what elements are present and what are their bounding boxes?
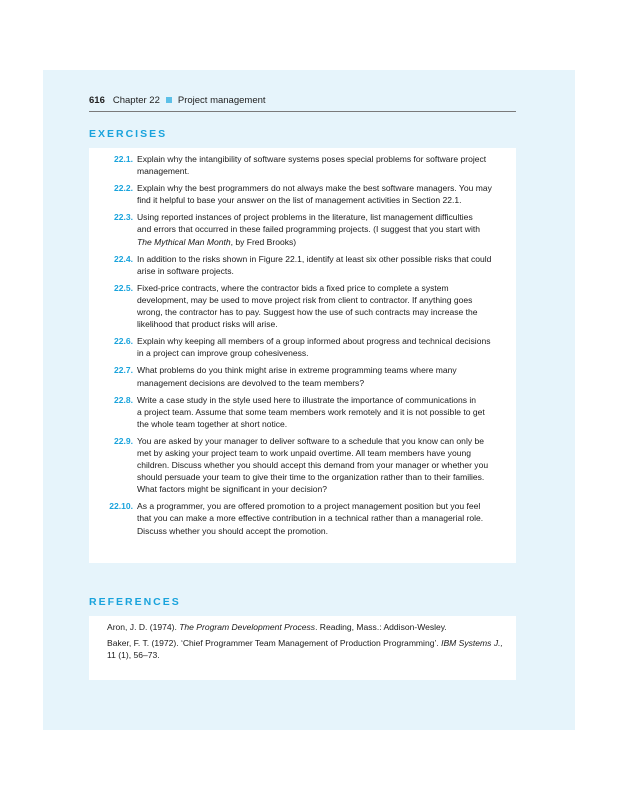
exercise-number: 22.10.: [109, 501, 133, 512]
exercise-item: [89, 182, 519, 206]
exercise-text-line: What factors might be significant in your decision?: [137, 484, 328, 495]
exercise-text-line: wrong, the contractor has to pay. Suggest how the use of such contracts may increase the: [137, 307, 478, 318]
exercise-text-line: Using reported instances of project problems in the literature, list management difficulties: [137, 212, 473, 223]
reference-author: Baker, F. T. (1972). ‘Chief Programmer Team Management of Production Programming’.: [107, 638, 442, 649]
exercise-item: [89, 335, 519, 359]
exercise-text-line: development, may be used to move project risk from client to contractor. If anything goes: [137, 294, 473, 305]
exercise-item: [89, 253, 519, 277]
separator-square-icon: [166, 97, 172, 103]
reference-title: The Program Development Process: [179, 622, 316, 632]
exercise-number: 22.2.: [113, 183, 133, 194]
book-author: , by Fred Brooks): [230, 236, 297, 247]
exercise-text-line: Discuss whether you should accept the promotion.: [137, 525, 328, 536]
exercise-number: 22.9.: [113, 435, 133, 446]
exercise-text-line: that you can make a more effective contribution in a technical rather than a managerial role.: [137, 513, 484, 524]
exercise-text-line: find it helpful to base your answer on the list of management activities in Section 22.1.: [137, 195, 462, 206]
exercise-text-line: a project team. Assume that some team members work remotely and it is not possible to get: [137, 406, 485, 417]
reference-volume: 11 (1), 56–73.: [107, 650, 160, 661]
book-title: The Mythical Man Month: [137, 236, 231, 247]
exercise-number: 22.3.: [113, 212, 133, 223]
exercise-text-line: likelihood that product risks will arise.: [137, 319, 278, 330]
exercise-text-line: What problems do you think might arise in extreme programming teams where many: [137, 365, 457, 376]
exercise-text-line: children. Discuss whether you should accept this demand from your manager or whether you: [137, 460, 489, 471]
exercise-text-line: management decisions are devolved to the team members?: [137, 377, 365, 388]
exercise-text-line: the whole team together at short notice.: [137, 418, 288, 429]
exercise-text-line: arise in software projects.: [137, 265, 234, 276]
exercise-item: [89, 435, 519, 495]
exercise-text-line: management.: [137, 166, 190, 177]
exercise-text-line: Explain why the intangibility of software systems poses special problems for software project: [137, 154, 487, 164]
exercise-number: 22.8.: [113, 394, 133, 405]
exercise-list: [89, 153, 519, 542]
exercise-text-line: Fixed-price contracts, where the contractor bids a fixed price to complete a system: [137, 282, 449, 293]
reference-publisher: . Reading, Mass.: Addison-Wesley.: [315, 622, 447, 632]
exercise-number: 22.1.: [113, 154, 133, 164]
exercises-heading: EXERCISES: [89, 128, 168, 140]
exercise-text-line: and errors that occurred in these failed programming projects. (I suggest that you start with: [137, 224, 480, 235]
exercise-item: [89, 394, 519, 430]
exercises-panel: [89, 148, 516, 563]
exercise-item: [89, 211, 519, 247]
reference-author: Aron, J. D. (1974).: [107, 622, 180, 632]
reference-item: [107, 621, 517, 633]
exercise-text-line: Explain why keeping all members of a group informed about progress and technical decisions: [137, 336, 491, 347]
exercise-item: [89, 153, 519, 177]
exercise-number: 22.6.: [113, 336, 133, 347]
exercise-text-line: Write a case study in the style used here to illustrate the importance of communications in: [137, 394, 477, 405]
section-label: Project management: [177, 95, 266, 106]
exercise-text-line: Explain why the best programmers do not always make the best software managers. You may: [137, 183, 492, 194]
exercise-text-line: In addition to the risks shown in Figure 22.1, identify at least six other possible risks that could: [137, 253, 492, 264]
exercise-text-line: should persuade your team to give their time to the organization rather than to their families.: [137, 472, 485, 483]
page-number: 616: [89, 95, 105, 106]
exercise-text-line: [137, 236, 519, 248]
exercise-number: 22.5.: [113, 282, 133, 293]
exercise-number: 22.7.: [113, 365, 133, 376]
reference-item: [107, 637, 517, 661]
exercise-number: 22.4.: [113, 253, 133, 264]
reference-journal: IBM Systems J.,: [441, 638, 503, 649]
exercise-text-line: in a project can improve group cohesiveness.: [137, 348, 309, 359]
references-panel: [89, 616, 516, 680]
references-heading: REFERENCES: [89, 596, 181, 608]
exercise-text-line: As a programmer, you are offered promotion to a project management position but you feel: [137, 501, 481, 512]
exercise-text-line: You are asked by your manager to deliver software to a schedule that you know can only be: [137, 435, 484, 446]
exercise-item: [89, 364, 519, 388]
exercise-item: [89, 500, 519, 536]
exercise-item: [89, 282, 519, 330]
exercise-text-line: met by asking your project team to work unpaid overtime. All team members have young: [137, 447, 471, 458]
reference-list: [107, 621, 517, 665]
chapter-label: Chapter 22: [112, 95, 160, 106]
running-head: [89, 94, 516, 112]
